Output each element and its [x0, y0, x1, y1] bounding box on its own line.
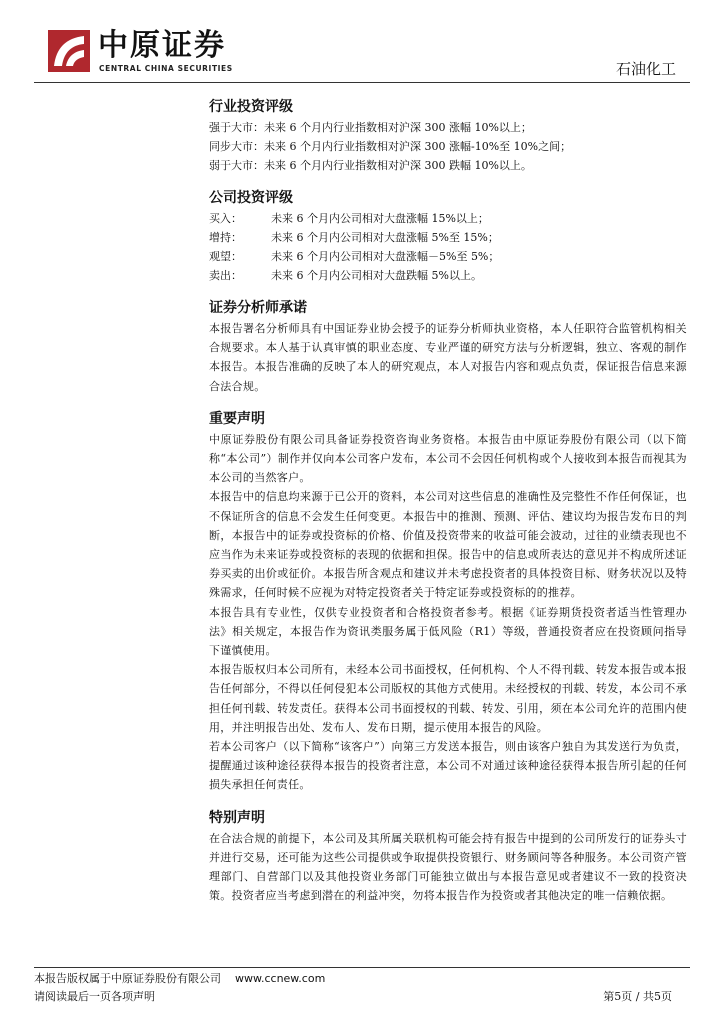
- logo-english-name: CENTRAL CHINA SECURITIES: [99, 64, 233, 73]
- paragraph: 本报告署名分析师具有中国证券业协会授予的证券分析师执业资格，本人任职符合监管机构相关合规要求。本人基于认真审慎的职业态度、专业严谨的研究方法与分析逻辑，独立、客观的制作本报告。本报告准确的反映了本人的研究观点，本人对报告内容和观点负责，保证报告信息来源合法合规。: [209, 322, 687, 393]
- analyst-commitment-section: [209, 297, 687, 396]
- rating-row: [209, 247, 687, 266]
- footer-url-link[interactable]: www.ccnew.com: [235, 972, 326, 985]
- rating-text: 未来 6 个月内公司相对大盘涨幅 5%至 15%；: [271, 231, 499, 244]
- rating-line: 强于大市：未来 6 个月内行业指数相对沪深 300 涨幅 10%以上；: [209, 121, 532, 134]
- footer-divider: [34, 967, 690, 968]
- important-notice-section: [209, 408, 687, 795]
- company-rating-section: [209, 187, 687, 285]
- disclaimer-content: [209, 96, 687, 917]
- company-logo-icon: [48, 30, 90, 72]
- sector-label: 石油化工: [615, 60, 676, 78]
- section-title: 行业投资评级: [209, 99, 293, 115]
- rating-row: [209, 228, 687, 247]
- section-title: 重要声明: [209, 410, 265, 427]
- rating-line: 弱于大市：未来 6 个月内行业指数相对沪深 300 跌幅 10%以上。: [209, 159, 532, 172]
- rating-row: [209, 266, 687, 285]
- header-divider: [34, 82, 690, 83]
- paragraph: 本报告版权归本公司所有，未经本公司书面授权，任何机构、个人不得刊载、转发本报告或本报告任何部分，不得以任何侵犯本公司版权的其他方式使用。未经授权的刊载、转发，本公司不承担任何刊载、转发责任。获得本公司书面授权的刊载、转发、引用，须在本公司允许的范围内使用，并注明报告出处、发布人、发布日期，提示使用本报告的风险。: [209, 663, 687, 734]
- paragraph: 在合法合规的前提下，本公司及其所属关联机构可能会持有报告中提到的公司所发行的证券头寸并进行交易，还可能为这些公司提供或争取提供投资银行、财务顾问等各种服务。本公司资产管理部门、自营部门以及其他投资业务部门可能独立做出与本报告意见或者建议不一致的投资决策。投资者应当考虑到潜在的利益冲突，勿将本报告作为投资或者其他决定的唯一信赖依据。: [209, 831, 687, 903]
- section-title: 特别声明: [209, 809, 265, 826]
- footer-copyright-line: [34, 970, 325, 988]
- rating-label: 增持：: [209, 231, 242, 244]
- rating-text: 未来 6 个月内公司相对大盘涨幅－5%至 5%；: [271, 250, 500, 263]
- paragraph: 中原证券股份有限公司具备证券投资咨询业务资格。本报告由中原证券股份有限公司（以下简称“本公司”）制作并仅向本公司客户发布，本公司不会因任何机构或个人接收到本报告而视其为本公司的当然客户。: [209, 432, 687, 485]
- logo-chinese-name: 中原证券: [98, 28, 226, 63]
- rating-text: 未来 6 个月内公司相对大盘跌幅 5%以上。: [271, 269, 482, 282]
- page-number: 第5页 / 共5页: [603, 990, 672, 1003]
- paragraph: 本报告具有专业性，仅供专业投资者和合格投资者参考。根据《证券期货投资者适当性管理办法》相关规定，本报告作为资讯类服务属于低风险（R1）等级，普通投资者应在投资顾问指导下谨慎使用。: [209, 605, 687, 658]
- footer-notice: 请阅读最后一页各项声明: [34, 990, 155, 1003]
- rating-label: 买入：: [209, 212, 242, 225]
- paragraph: 本报告中的信息均来源于已公开的资料，本公司对这些信息的准确性及完整性不作任何保证，也不保证所含的信息不会发生任何变更。本报告中的推测、预测、评估、建议均为报告发布日的判断，本报告中的证券或投资标的价格、价值及投资带来的收益可能会波动，过往的业绩表现也不应当作为未来证券或投资标的表现的依据和担保。报告中的信息或所表达的意见并不构成所述证券买卖的出价或征价。本报告所含观点和建议并未考虑投资者的具体投资目标、财务状况以及特殊需求，任何时候不应视为对特定投资者关于特定证券或投资标的的推荐。: [209, 490, 687, 600]
- section-title: 证券分析师承诺: [209, 300, 307, 316]
- page-header: [0, 0, 724, 86]
- section-title: 公司投资评级: [209, 190, 293, 206]
- paragraph: 若本公司客户（以下简称“该客户”）向第三方发送本报告，则由该客户独自为其发送行为负责，提醒通过该种途径获得本报告的投资者注意，本公司不对通过该种途径获得本报告所引起的任何损失承担任何责任。: [209, 740, 687, 792]
- special-notice-section: [209, 807, 687, 906]
- rating-line: 同步大市：未来 6 个月内行业指数相对沪深 300 涨幅-10%至 10%之间；: [209, 140, 572, 153]
- footer-copyright: 本报告版权属于中原证券股份有限公司: [34, 972, 221, 985]
- rating-label: 观望：: [209, 250, 242, 263]
- rating-row: [209, 209, 687, 228]
- rating-text: 未来 6 个月内公司相对大盘涨幅 15%以上；: [271, 212, 489, 225]
- industry-rating-section: [209, 96, 687, 175]
- rating-label: 卖出：: [209, 269, 242, 282]
